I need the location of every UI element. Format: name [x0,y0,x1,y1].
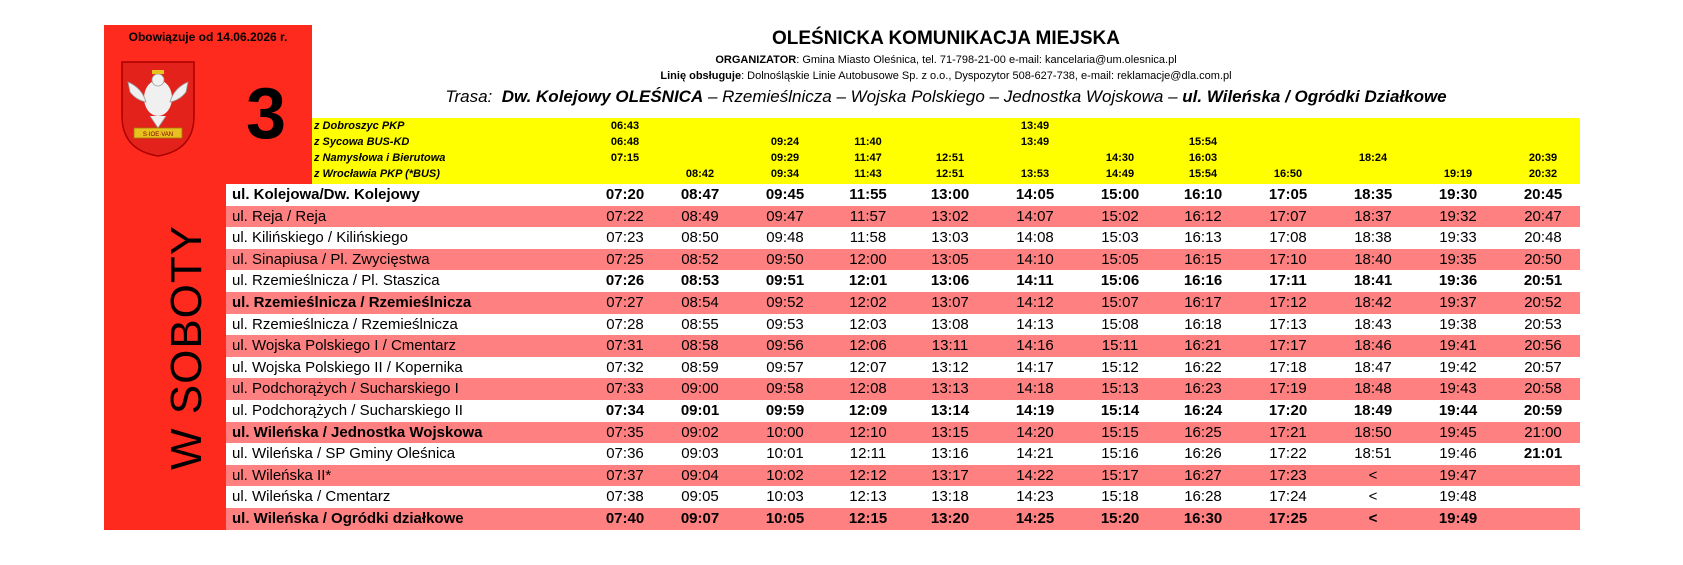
stop-time: 16:17 [1184,294,1222,311]
stop-time: 14:17 [1016,358,1054,376]
stop-time: 14:18 [1016,380,1054,398]
stop-time: 17:10 [1269,250,1307,268]
stop-name: ul. Kilińskiego / Kilińskiego [232,229,408,247]
stop-time: 20:45 [1523,186,1563,203]
stop-name: ul. Rzemieślnicza / Rzemieślnicza [232,294,472,311]
stop-time: 09:03 [681,445,719,463]
stop-time: 10:02 [766,466,804,484]
stop-time: 14:05 [1015,186,1055,203]
validity-date: Obowiązuje od 14.06.2026 r. [128,30,288,44]
stop-time: 07:36 [606,445,644,463]
stop-time: 17:22 [1269,445,1307,463]
origin-time: 13:49 [1020,136,1050,148]
stop-time: 16:25 [1184,423,1222,441]
origin-time: 09:29 [770,152,800,164]
stop-time: 13:13 [931,380,969,398]
stop-time: 12:01 [848,272,888,290]
stop-time: 08:47 [680,186,720,203]
stop-time: 13:18 [931,488,969,506]
stop-time: 14:25 [1015,510,1055,527]
stop-time: < [1368,466,1378,484]
stop-name: ul. Wojska Polskiego II / Kopernika [232,358,463,376]
organizer-label: ORGANIZATOR [715,54,797,66]
stop-name: ul. Wileńska / Jednostka Wojskowa [232,423,483,441]
stop-time: 13:11 [931,337,969,355]
origin-time: 11:40 [854,136,882,148]
stop-name: ul. Kolejowa/Dw. Kolejowy [232,186,420,203]
stop-time: 13:08 [931,315,969,333]
stop-time: 16:24 [1183,402,1223,419]
stop-time: 17:21 [1269,423,1307,441]
stop-time: 17:24 [1269,488,1307,506]
stop-time: 08:58 [681,337,719,355]
stop-time: 19:33 [1439,229,1477,247]
origin-row [312,167,1580,183]
stop-time: 18:37 [1354,207,1392,225]
stop-name: ul. Wileńska / Cmentarz [232,488,391,506]
stop-time: 13:05 [931,250,969,268]
stop-time: 18:42 [1354,294,1392,311]
stop-time: 15:20 [1100,510,1140,527]
stop-time: 12:07 [849,358,887,376]
stop-time: 07:20 [605,186,645,203]
origin-time: 16:50 [1273,168,1303,180]
stop-time: 20:56 [1524,337,1562,355]
stop-time: 17:12 [1269,294,1307,311]
origin-time: 13:53 [1020,168,1050,180]
stop-time: 13:06 [930,272,970,290]
stop-time: 19:45 [1439,423,1477,441]
origin-time: 07:15 [610,152,640,164]
stop-time: 16:21 [1184,337,1222,355]
stop-time: 18:43 [1354,315,1392,333]
stop-time: 14:22 [1016,466,1054,484]
stop-time: 17:19 [1269,380,1307,398]
stop-time: 11:57 [849,207,887,225]
stop-time: 15:15 [1101,423,1139,441]
stop-row [226,314,1580,336]
stop-time: 17:18 [1269,358,1307,376]
stop-time: 13:14 [930,402,970,419]
header [312,26,1580,107]
stop-time: 15:00 [1100,186,1140,203]
stop-time: 07:23 [606,229,644,247]
stop-time: 15:02 [1101,207,1139,225]
origin-label: z Namysłowa i Bierutowa [314,152,446,164]
stop-time: 19:42 [1439,358,1477,376]
stop-time: < [1368,510,1378,527]
stop-row [226,400,1580,422]
stop-time: 19:30 [1438,186,1478,203]
stop-time: 19:44 [1438,402,1478,419]
stop-time: 09:47 [766,207,804,225]
origin-row [312,151,1580,167]
stop-time: 21:00 [1524,423,1562,441]
origin-time: 06:43 [610,120,640,132]
stop-time: 20:57 [1524,358,1562,376]
stop-time: 17:13 [1269,315,1307,333]
stop-time: 19:35 [1439,250,1477,268]
stop-time: 13:20 [930,510,970,527]
stop-time: 14:21 [1016,445,1054,463]
origin-time: 11:43 [854,168,882,180]
stop-time: 14:19 [1015,402,1055,419]
stop-time: 18:35 [1353,186,1393,203]
city-crest-icon [118,58,198,158]
origin-time: 12:51 [935,152,965,164]
stop-row [226,486,1580,508]
stop-name: ul. Podchorążych / Sucharskiego I [232,380,459,398]
stop-time: 17:05 [1268,186,1308,203]
origin-time: 15:54 [1188,168,1218,180]
stop-name: ul. Podchorążych / Sucharskiego II [232,402,463,419]
stop-time: 07:31 [606,337,644,355]
stop-time: 09:51 [765,272,805,290]
stop-time: 12:09 [848,402,888,419]
stop-time: 15:18 [1101,488,1139,506]
stop-time: 08:50 [681,229,719,247]
stop-time: 12:15 [848,510,888,527]
route-label: Trasa: [445,87,493,106]
stop-time: 15:12 [1101,358,1139,376]
stop-time: 18:51 [1354,445,1392,463]
stop-time: 08:49 [681,207,719,225]
stop-name: ul. Wojska Polskiego I / Cmentarz [232,337,456,355]
stop-name: ul. Sinapiusa / Pl. Zwycięstwa [232,250,430,268]
stop-time: 20:52 [1524,294,1562,311]
stop-time: 12:06 [849,337,887,355]
stop-time: 14:11 [1016,272,1054,290]
origin-time: 08:42 [685,168,715,180]
stop-time: 12:11 [849,445,887,463]
stop-time: 18:38 [1354,229,1392,247]
stop-time: 07:22 [606,207,644,225]
stop-time: 13:17 [931,466,969,484]
stop-time: 09:53 [766,315,804,333]
stop-time: 18:46 [1354,337,1392,355]
stop-time: 20:59 [1523,402,1563,419]
route-line [312,87,1580,107]
stop-time: 19:46 [1439,445,1477,463]
day-label-text: W SOBOTY [162,224,211,470]
stop-time: 09:02 [681,423,719,441]
stop-time: 12:13 [849,488,887,506]
stop-time: 09:59 [765,402,805,419]
stop-name: ul. Wileńska / SP Gminy Oleśnica [232,445,456,463]
operator-label: Linię obsługuje [660,70,742,82]
stop-time: 09:01 [680,402,720,419]
origin-time: 18:24 [1358,152,1388,164]
stop-time: 11:55 [849,186,887,203]
stop-time: 12:00 [849,250,887,268]
stop-time: 14:16 [1016,337,1054,355]
stop-time: 17:25 [1268,510,1308,527]
route-end: ul. Wileńska / Ogródki Działkowe [1182,87,1447,106]
stop-time: 15:16 [1101,445,1139,463]
stop-time: 13:03 [931,229,969,247]
stop-name: ul. Rzemieślnicza / Pl. Staszica [232,272,440,290]
stop-time: 16:23 [1184,380,1222,398]
origin-time: 12:51 [935,168,965,180]
stop-row [226,206,1580,228]
stop-time: 20:53 [1524,315,1562,333]
stop-time: 20:58 [1524,380,1562,398]
origin-time: 14:30 [1105,152,1135,164]
stop-time: 09:48 [766,229,804,247]
stop-time: 09:50 [766,250,804,268]
stop-time: 07:25 [606,250,644,268]
stop-time: 08:59 [681,358,719,376]
stop-row [226,335,1580,357]
stop-time: 17:20 [1268,402,1308,419]
stop-time: 13:07 [931,294,969,311]
stop-time: 16:22 [1184,358,1222,376]
origin-label: z Sycowa BUS-KD [314,136,410,148]
organizer-line [312,54,1580,66]
stop-time: 16:12 [1184,207,1222,225]
stop-time: 16:10 [1183,186,1223,203]
stop-time: 12:10 [849,423,887,441]
stop-time: < [1368,488,1378,506]
origin-label: z Dobroszyc PKP [314,120,405,132]
stop-time: 13:02 [931,207,969,225]
stop-time: 15:05 [1101,250,1139,268]
stop-time: 12:08 [849,380,887,398]
stop-time: 18:48 [1354,380,1392,398]
stop-time: 14:07 [1016,207,1054,225]
stop-time: 12:03 [849,315,887,333]
stop-time: 17:17 [1269,337,1307,355]
stop-time: 18:50 [1354,423,1392,441]
stop-time: 08:53 [680,272,720,290]
route-start: Dw. Kolejowy OLEŚNICA [501,87,704,106]
stop-time: 16:18 [1184,315,1222,333]
origin-time: 09:34 [770,168,800,180]
stop-time: 20:48 [1524,229,1562,247]
origin-row [312,135,1580,151]
stop-time: 16:27 [1184,466,1222,484]
stop-time: 08:55 [681,315,719,333]
stop-time: 07:34 [605,402,645,419]
stop-time: 07:38 [606,488,644,506]
origin-time: 11:47 [854,152,882,164]
stop-time: 18:41 [1353,272,1393,290]
crest-text: S·IOE·VAN [142,132,174,138]
stop-time: 07:37 [606,466,644,484]
stop-time: 09:56 [766,337,804,355]
stop-row [226,184,1580,206]
stop-time: 14:23 [1016,488,1054,506]
stop-time: 18:40 [1354,250,1392,268]
stop-time: 15:14 [1100,402,1140,419]
stop-row [226,443,1580,465]
stop-time: 09:57 [766,358,804,376]
origin-time: 20:32 [1528,168,1558,180]
stop-time: 07:35 [606,423,644,441]
stop-time: 14:20 [1016,423,1054,441]
stop-time: 15:13 [1101,380,1139,398]
stop-time: 11:58 [849,229,887,247]
stop-time: 10:01 [766,445,804,463]
stop-time: 14:13 [1016,315,1054,333]
stop-time: 16:16 [1183,272,1223,290]
stop-time: 07:33 [606,380,644,398]
stop-time: 13:16 [931,445,969,463]
stop-row [226,249,1580,271]
stop-time: 19:36 [1438,272,1478,290]
stop-row [226,292,1580,314]
origin-time: 06:48 [610,136,640,148]
stop-time: 08:52 [681,250,719,268]
stop-row [226,357,1580,379]
stop-row [226,378,1580,400]
stop-name: ul. Wileńska / Ogródki działkowe [232,510,464,527]
page-title: OLEŚNICKA KOMUNIKACJA MIEJSKA [771,28,1120,49]
stop-time: 17:11 [1269,272,1307,290]
stop-name: ul. Wileńska II* [232,466,332,484]
stop-name: ul. Reja / Reja [232,207,327,225]
stop-name: ul. Rzemieślnicza / Rzemieślnicza [232,315,458,333]
stop-time: 09:07 [680,510,720,527]
stop-time: 16:28 [1184,488,1222,506]
stop-time: 20:47 [1524,207,1562,225]
stop-time: 15:03 [1101,229,1139,247]
stop-row [226,270,1580,292]
origin-time: 19:19 [1443,168,1473,180]
stop-row [226,508,1580,530]
origin-time: 13:49 [1020,120,1050,132]
stop-time: 19:43 [1439,380,1477,398]
stop-time: 08:54 [681,294,719,311]
line-number: 3 [246,74,287,154]
stop-time: 15:17 [1101,466,1139,484]
stop-time: 10:00 [766,423,804,441]
origin-time: 20:39 [1528,152,1558,164]
stop-time: 19:41 [1439,337,1477,355]
stop-time: 15:08 [1101,315,1139,333]
stop-time: 19:49 [1438,510,1478,527]
origin-time: 16:03 [1188,152,1218,164]
stop-row [226,422,1580,444]
stop-time: 17:08 [1269,229,1307,247]
stop-time: 12:02 [849,294,887,311]
stop-time: 13:12 [931,358,969,376]
stop-time: 13:00 [930,186,970,203]
origin-time: 14:49 [1105,168,1135,180]
stop-time: 21:01 [1523,445,1563,463]
operator-text: : Dolnośląskie Linie Autobusowe Sp. z o.o., Dyspozytor 508-627-738, e-mail: reklamacje@dla.com.pl [741,70,1232,82]
origin-time: 15:54 [1188,136,1218,148]
stop-time: 09:52 [766,294,804,311]
stop-time: 19:37 [1439,294,1477,311]
stop-time: 17:07 [1269,207,1307,225]
stop-time: 17:23 [1269,466,1307,484]
stop-time: 14:12 [1016,294,1054,311]
stop-time: 16:15 [1184,250,1222,268]
stop-time: 07:40 [605,510,645,527]
stop-time: 13:15 [931,423,969,441]
stop-time: 14:10 [1016,250,1054,268]
stop-time: 07:28 [606,315,644,333]
stop-time: 07:32 [606,358,644,376]
origin-time: 09:24 [770,136,800,148]
organizer-text: : Gmina Miasto Oleśnica, tel. 71-798-21-00 e-mail: kancelaria@um.olesnica.pl [796,54,1177,66]
stop-time: 10:03 [766,488,804,506]
route-middle: – Rzemieślnicza – Wojska Polskiego – Jednostka Wojskowa – [703,87,1183,106]
stop-time: 19:47 [1439,466,1477,484]
stop-time: 12:12 [849,466,887,484]
stop-time: 10:05 [765,510,805,527]
stop-time: 09:04 [681,466,719,484]
stop-time: 16:13 [1184,229,1222,247]
stop-time: 15:06 [1100,272,1140,290]
stop-time: 19:32 [1439,207,1477,225]
stop-time: 20:51 [1523,272,1563,290]
stop-time: 15:11 [1101,337,1139,355]
day-label [124,215,211,470]
stop-time: 07:26 [605,272,645,290]
stop-time: 09:58 [766,380,804,398]
stop-time: 18:49 [1353,402,1393,419]
origin-label: z Wrocławia PKP (*BUS) [314,168,440,180]
stop-time: 09:00 [681,380,719,398]
stop-time: 20:50 [1524,250,1562,268]
stop-time: 09:45 [765,186,805,203]
stop-time: 16:26 [1184,445,1222,463]
stop-row [226,465,1580,487]
stop-row [226,227,1580,249]
stop-time: 18:47 [1354,358,1392,376]
origin-row [312,119,1580,135]
stop-time: 09:05 [681,488,719,506]
stop-time: 16:30 [1183,510,1223,527]
stop-time: 19:38 [1439,315,1477,333]
stop-time: 15:07 [1101,294,1139,311]
operator-line [312,70,1580,82]
stop-time: 19:48 [1439,488,1477,506]
stop-time: 14:08 [1016,229,1054,247]
stop-time: 07:27 [606,294,644,311]
